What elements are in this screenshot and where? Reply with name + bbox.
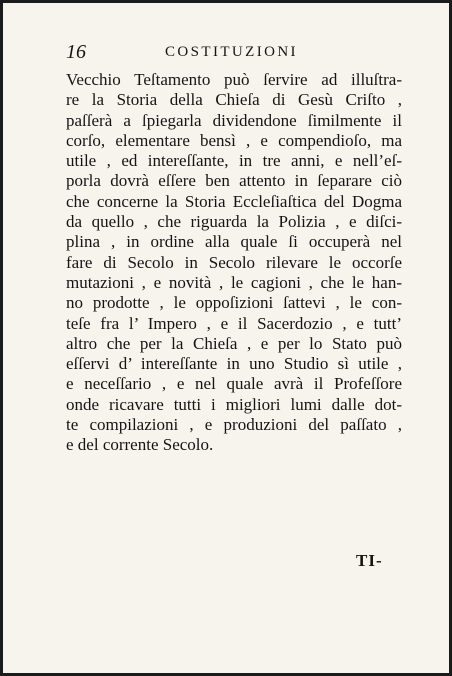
running-head: COSTITUZIONI [165,44,298,60]
text-line: onde ricavare tutti i migliori lumi dalle dot- [66,394,402,414]
text-line: eſſervi d’ intereſſante in uno Studio sì utile , [66,354,402,374]
page-header [66,41,396,67]
text-line: paſſerà a ſpiegarla dividendone ſimilmente il [66,110,402,130]
text-line: da quello , che riguarda la Polizia , e diſci- [66,212,402,232]
text-line: no prodotte , le oppoſizioni ſattevi , le con- [66,293,402,313]
text-line: porla dovrà eſſere ben attento in ſeparare ciò [66,171,402,191]
text-line: altro che per la Chieſa , e per lo Stato può [66,333,402,353]
text-line: fare di Secolo in Secolo rilevare le occorſe [66,252,402,272]
page-number: 16 [66,41,86,63]
text-line: Vecchio Teſtamento può ſervire ad illuſtra- [66,70,402,89]
text-line: teſe fra l’ Impero , e il Sacerdozio , e tutt’ [66,313,402,333]
text-line: plina , in ordine alla quale ſi occuperà nel [66,232,402,252]
text-line: te compilazioni , e produzioni del paſſato , [66,415,402,435]
body-text [66,70,402,456]
text-line: utile , ed intereſſante, in tre anni, e nell’eſ- [66,151,402,171]
text-line: e del corrente Secolo. [66,435,214,455]
text-line: e neceſſario , e nel quale avrà il Profeſſore [66,374,402,394]
text-line: corſo, elementare bensì , e compendioſo, ma [66,130,402,150]
catchword: TI- [356,551,383,570]
book-page [3,3,449,673]
text-line: re la Storia della Chieſa di Gesù Criſto , [66,90,402,110]
text-line: che concerne la Storia Eccleſiaſtica del Dogma [66,191,402,211]
text-line: mutazioni , e novità , le cagioni , che le han- [66,272,402,292]
